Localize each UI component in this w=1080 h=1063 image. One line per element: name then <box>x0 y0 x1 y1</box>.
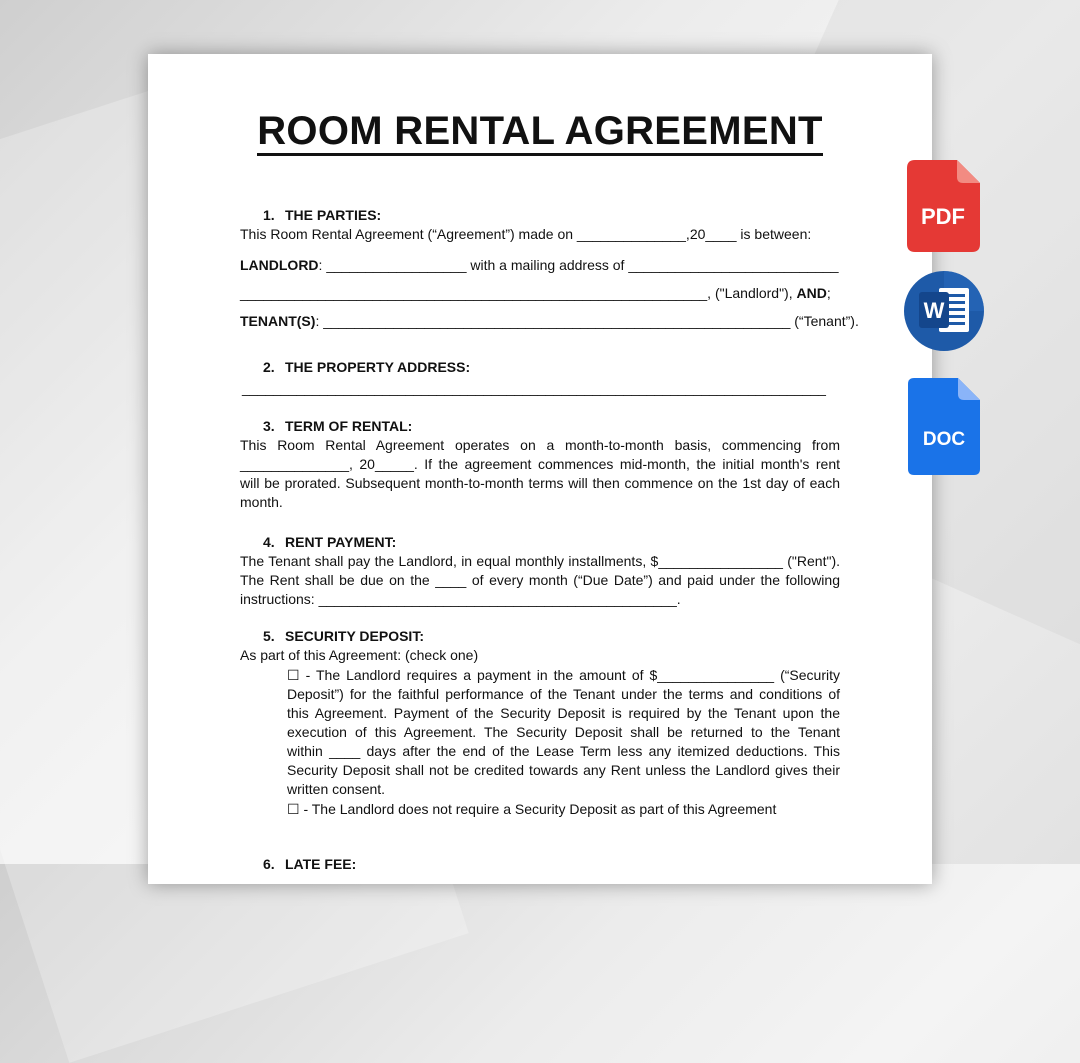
term-text-line: ______________, 20_____. If the agreement commences mid-month, the initial month's rent <box>240 456 840 472</box>
document-title: ROOM RENTAL AGREEMENT <box>148 108 932 154</box>
rent-text-line: instructions: ______________________________________________. <box>240 591 681 607</box>
section-heading-rent-payment: 4. RENT PAYMENT: <box>263 534 397 550</box>
deposit-option1-line: execution of this Agreement. The Security Deposit shall be returned to the Tenant <box>287 724 840 740</box>
deposit-option1-line: written consent. <box>287 781 386 797</box>
word-icon <box>903 270 985 357</box>
deposit-option1-line: this Agreement. Payment of the Security Deposit is required by the Tenant upon the <box>287 705 840 721</box>
deposit-option1-line: Security Deposit shall not be credited towards any Rent unless the Landlord gives their <box>287 762 840 778</box>
doc-label: DOC <box>922 429 966 450</box>
term-text-line: This Room Rental Agreement operates on a month-to-month basis, commencing from <box>240 437 840 453</box>
tenant-line: TENANT(S): ____________________________________________________________ (“Tenant”). <box>240 313 859 329</box>
word-label: W <box>923 298 945 323</box>
section-heading-late-fee: 6. LATE FEE: <box>263 856 357 872</box>
rent-text-line: The Rent shall be due on the ____ of every month (“Due Date”) and paid under the following <box>240 572 840 588</box>
deposit-option1-line: Deposit”) for the faithful performance of the Tenant under the terms and conditions of <box>287 686 840 702</box>
section-heading-security-deposit: 5. SECURITY DEPOSIT: <box>263 628 424 644</box>
section-heading-parties: 1. THE PARTIES: <box>263 207 382 223</box>
deposit-intro: As part of this Agreement: (check one) <box>240 647 479 663</box>
parties-intro: This Room Rental Agreement (“Agreement”) made on ______________,20____ is between: <box>240 226 812 242</box>
deposit-option1-line: within ____ days after the end of the Lease Term less any itemized deductions. This <box>287 743 840 759</box>
document-page <box>148 54 932 884</box>
section-heading-term: 3. TERM OF RENTAL: <box>263 418 413 434</box>
landlord-line: LANDLORD: __________________ with a mailing address of ___________________________ <box>240 257 839 273</box>
pdf-file-icon <box>907 160 980 257</box>
property-address-blank: ___________________________________________________________________________ <box>242 380 826 396</box>
term-text-line: will be prorated. Subsequent month-to-month terms will then commence on the 1st day of each <box>240 475 840 491</box>
landlord-continuation-line: ____________________________________________________________, ("Landlord"), AND; <box>240 285 831 301</box>
deposit-option1-line: ☐ - The Landlord requires a payment in the amount of $_______________ (“Security <box>287 667 840 683</box>
rent-text-line: The Tenant shall pay the Landlord, in equal monthly installments, $________________ ("Rent"). <box>240 553 840 569</box>
term-text-line: month. <box>240 494 283 510</box>
doc-file-icon <box>908 378 980 480</box>
pdf-label: PDF <box>921 204 965 229</box>
section-heading-property-address: 2. THE PROPERTY ADDRESS: <box>263 359 471 375</box>
deposit-option2-line: ☐ - The Landlord does not require a Security Deposit as part of this Agreement <box>287 801 777 817</box>
